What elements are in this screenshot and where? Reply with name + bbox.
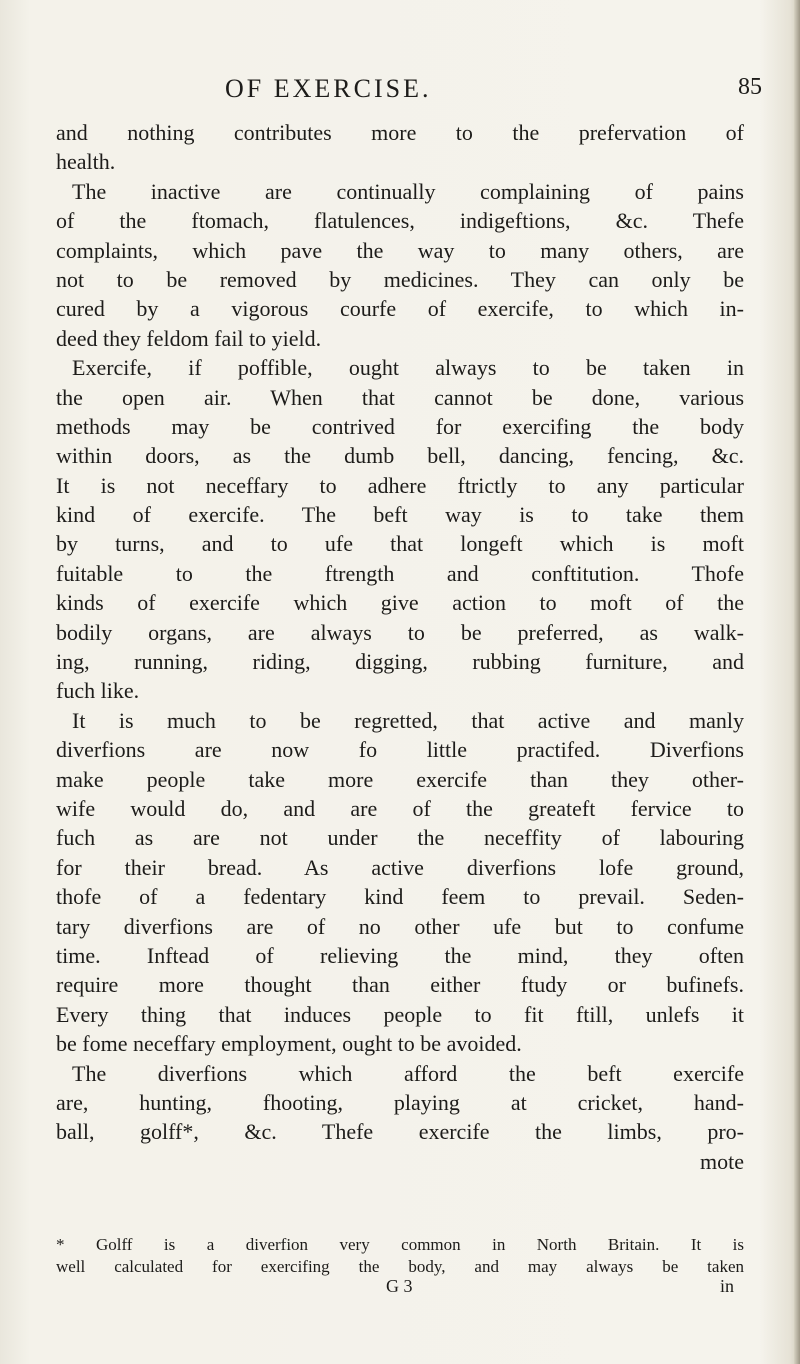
text-line: fuch as are not under the neceffity of labouring bbox=[56, 825, 744, 851]
signature-line bbox=[0, 1276, 800, 1300]
text-line: be fome neceffary employment, ought to be avoided. bbox=[56, 1031, 522, 1057]
text-line: not to be removed by medicines. They can only be bbox=[56, 266, 744, 292]
text-line: kinds of exercife which give action to moft of the bbox=[56, 590, 744, 616]
text-line: tary diverfions are of no other ufe but to confume bbox=[56, 913, 744, 939]
text-line: deed they feldom fail to yield. bbox=[56, 325, 322, 351]
text-line: wife would do, and are of the greateft fervice to bbox=[56, 795, 744, 821]
text-line: ing, running, riding, digging, rubbing furniture, and bbox=[56, 649, 744, 675]
text-line: complaints, which pave the way to many others, are bbox=[56, 237, 744, 263]
running-head bbox=[0, 74, 800, 108]
footnote-line: * Golff is a diverfion very common in North Britain. It is bbox=[56, 1235, 744, 1254]
text-line: of the ftomach, flatulences, indigeftions, &c. Thefe bbox=[56, 208, 744, 234]
running-title: OF EXERCISE. bbox=[225, 74, 432, 103]
text-line: kind of exercife. The beft way is to take them bbox=[56, 502, 744, 528]
text-line: and nothing contributes more to the prefervation of bbox=[56, 120, 744, 145]
text-line: cured by a vigorous courfe of exercife, to which in- bbox=[56, 296, 744, 322]
text-line: fuch like. bbox=[56, 678, 140, 704]
text-line: fuitable to the ftrength and conftitution. Thofe bbox=[56, 560, 744, 586]
signature-mark: G 3 bbox=[386, 1276, 413, 1296]
paragraph-start-line: The diverfions which afford the beft exercife bbox=[72, 1060, 744, 1086]
text-line: by turns, and to ufe that longeft which is moft bbox=[56, 531, 744, 557]
text-line: ball, golff*, &c. Thefe exercife the limbs, pro- bbox=[56, 1119, 744, 1145]
footnote bbox=[56, 1234, 744, 1278]
text-line: diverfions are now fo little practifed. Diverfions bbox=[56, 737, 744, 763]
paragraph-start-line: The inactive are continually complaining of pains bbox=[72, 178, 744, 204]
text-line: It is not neceffary to adhere ftrictly to any particular bbox=[56, 472, 744, 498]
footnote-line: well calculated for exercifing the body, and may always be taken bbox=[56, 1257, 744, 1276]
catchword: in bbox=[720, 1276, 735, 1296]
text-line: methods may be contrived for exercifing the body bbox=[56, 413, 744, 439]
text-line: bodily organs, are always to be preferred, as walk- bbox=[56, 619, 744, 645]
text-line: make people take more exercife than they other- bbox=[56, 766, 744, 792]
paragraph-start-line: Exercife, if poffible, ought always to be taken in bbox=[72, 355, 744, 381]
body-text bbox=[56, 118, 744, 1176]
page-number: 85 bbox=[738, 74, 762, 100]
text-line: thofe of a fedentary kind feem to prevail. Seden- bbox=[56, 884, 744, 910]
text-line: require more thought than either ftudy or bufinefs. bbox=[56, 972, 744, 998]
text-line: time. Inftead of relieving the mind, they often bbox=[56, 942, 744, 968]
text-line: within doors, as the dumb bell, dancing, fencing, &c. bbox=[56, 443, 744, 469]
paragraph-start-line: It is much to be regretted, that active and manly bbox=[72, 707, 744, 733]
text-line: health. bbox=[56, 149, 116, 175]
page-edge-shadow bbox=[794, 0, 800, 1364]
catch-line: mote bbox=[700, 1148, 744, 1174]
text-line: Every thing that induces people to fit ftill, unlefs it bbox=[56, 1001, 744, 1027]
text-line: the open air. When that cannot be done, various bbox=[56, 384, 744, 410]
text-line: are, hunting, fhooting, playing at cricket, hand- bbox=[56, 1089, 744, 1115]
text-line: for their bread. As active diverfions lofe ground, bbox=[56, 854, 744, 880]
